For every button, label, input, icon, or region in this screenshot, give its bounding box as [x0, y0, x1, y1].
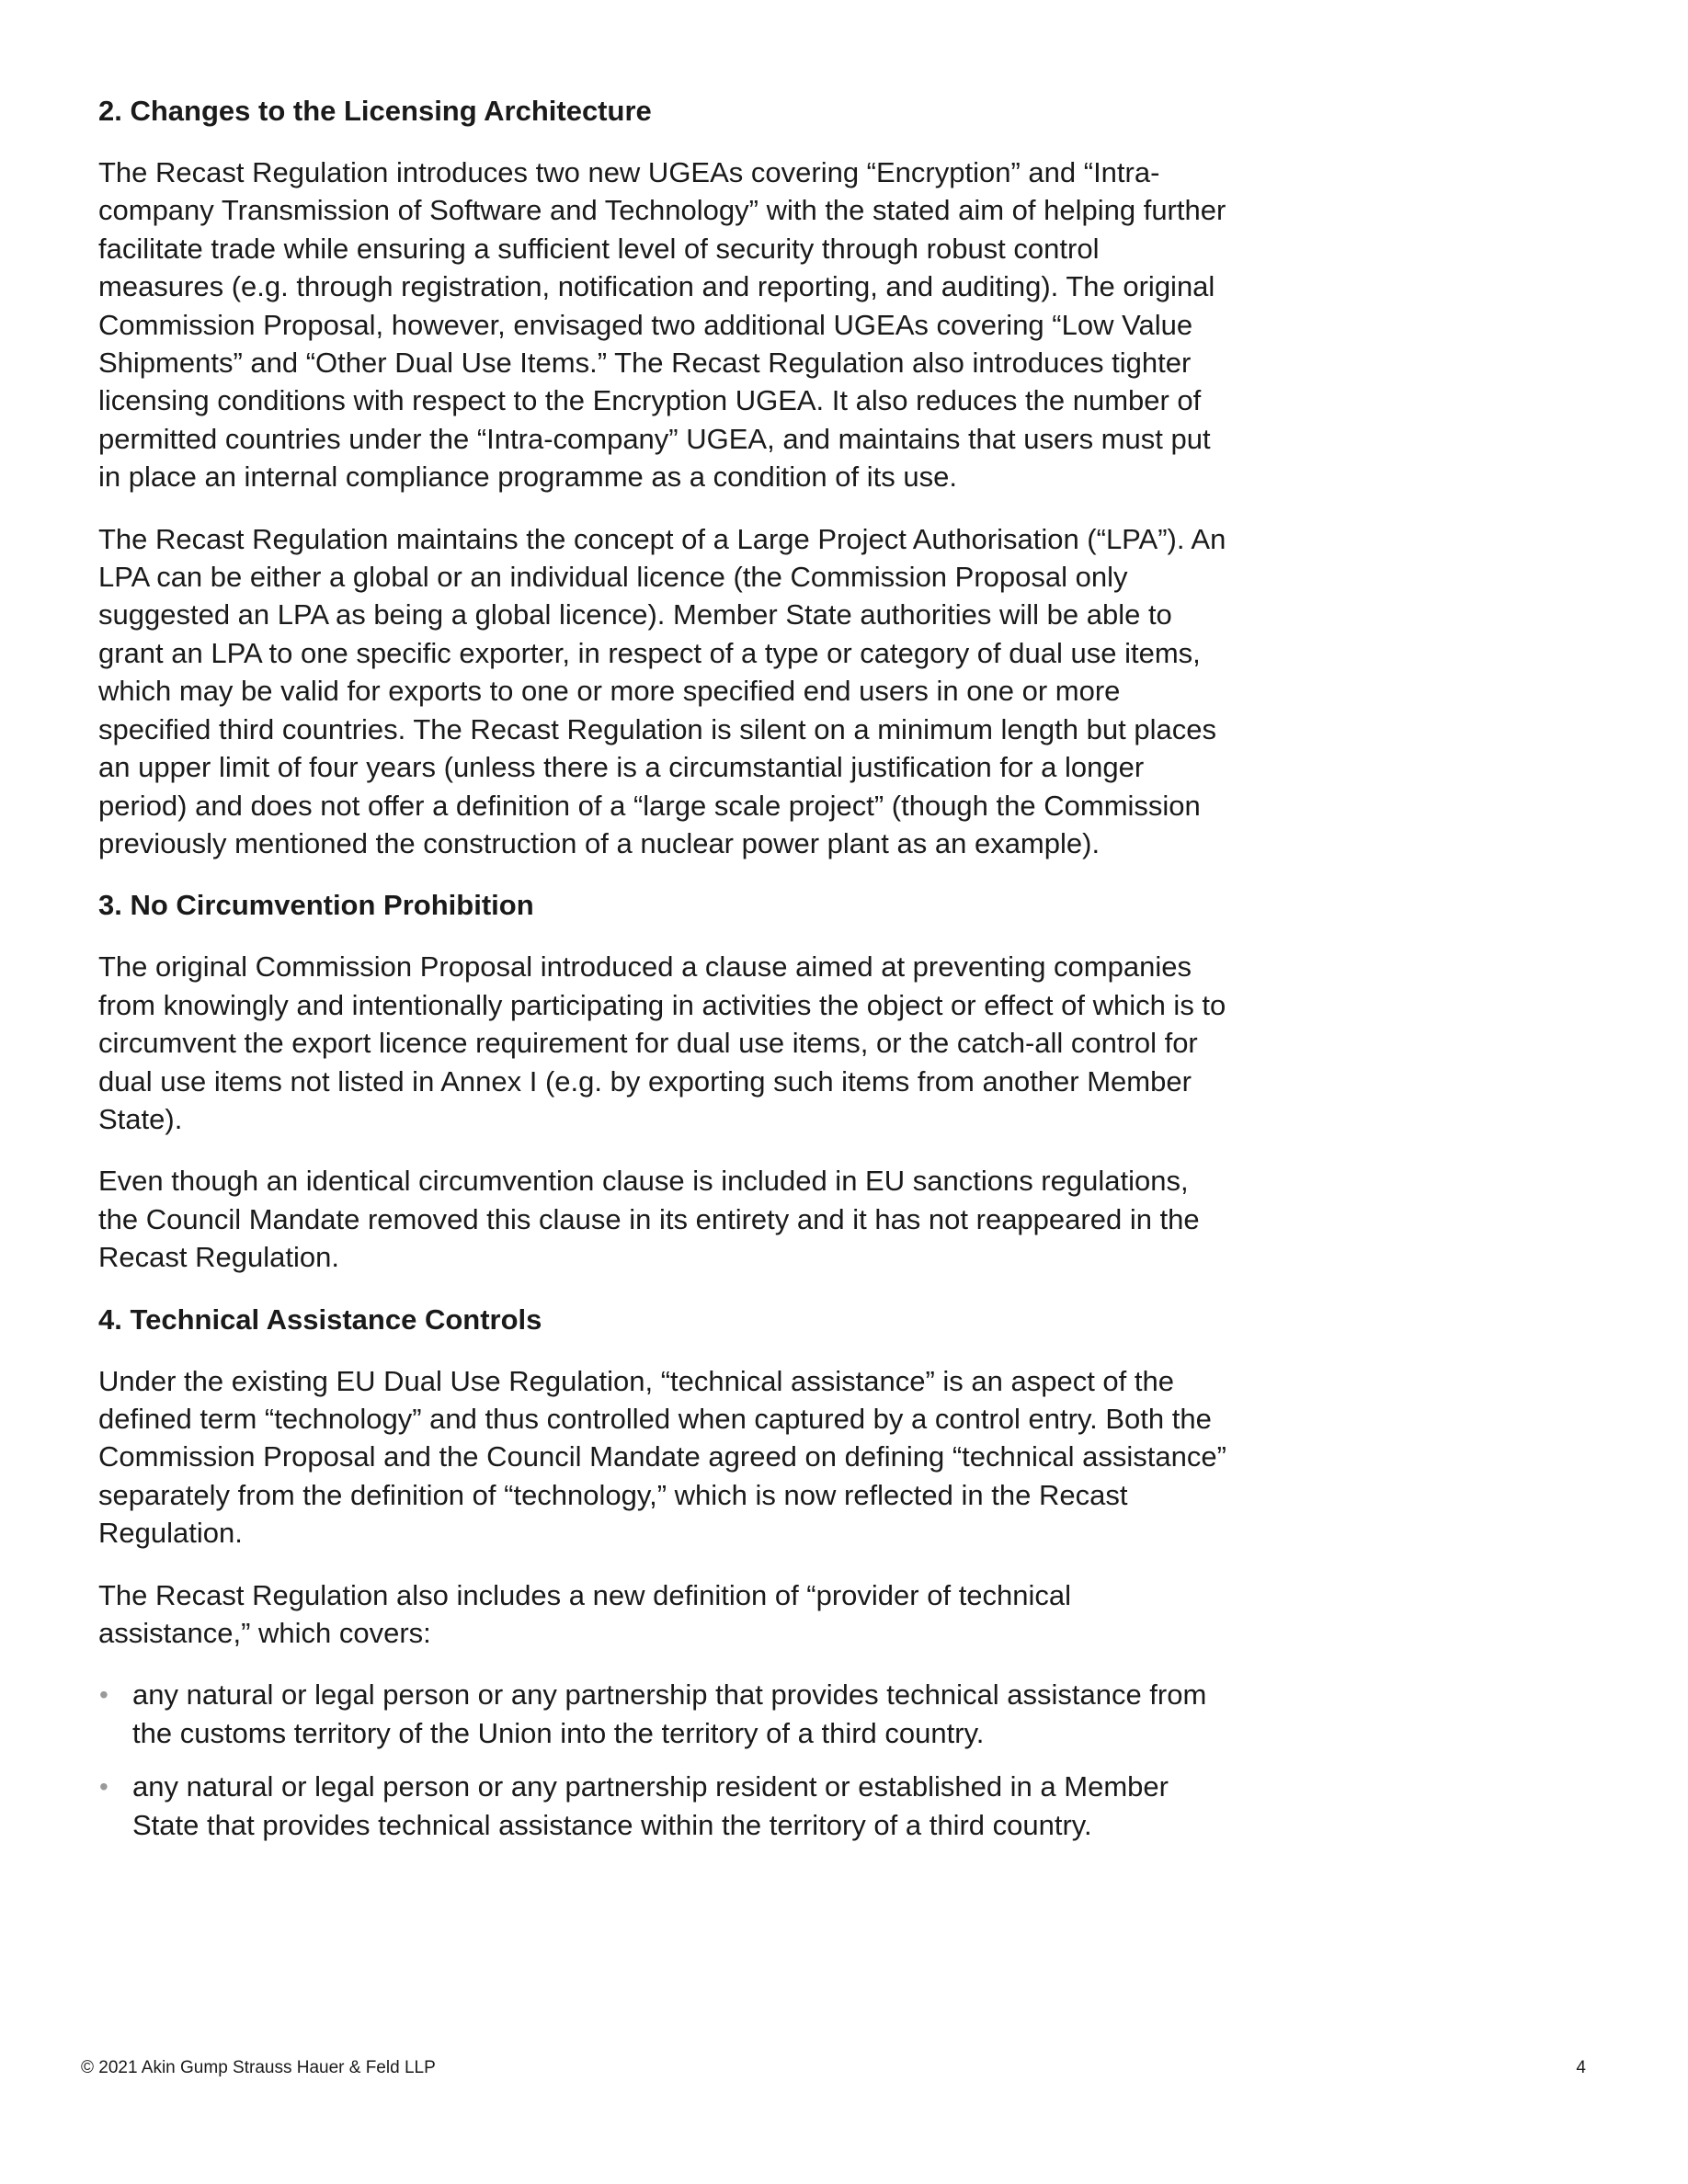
paragraph: The Recast Regulation maintains the concept of a Large Project Authorisation (“LPA”). An LPA can be either a global or an individual licence (the Commission Proposal only suggested an LPA as being a global licence). Member State authorities will be able to grant an LPA to one specific exporter, in respect of a type or category of dual use items, which may be valid for exports to one or more specified end users in one or more specified third countries. The Recast Regulation is silent on a minimum length but places an upper limit of four years (unless there is a circumstantial justification for a longer period) and does not offer a definition of a “large scale project” (though the Commission previously mentioned the construction of a nuclear power plant as an example).: [98, 522, 1226, 859]
paragraph: Even though an identical circumvention clause is included in EU sanctions regulations, the Council Mandate removed this clause in its entirety and it has not reappeared in the Recast Regulation.: [98, 1165, 1200, 1274]
section-technical-assistance: [98, 1301, 1229, 1844]
page-number: 4: [1576, 2058, 1586, 2077]
document-body: [98, 92, 1229, 1860]
section-heading: 2. Changes to the Licensing Architecture: [98, 95, 652, 127]
paragraph: Under the existing EU Dual Use Regulation, “technical assistance” is an aspect of the defined term “technology” and thus controlled when captured by a control entry. Both the Commission Proposal and the Council Mandate agreed on defining “technical assistance” separately from the definition of “technology,” which is now reflected in the Recast Regulation.: [98, 1364, 1226, 1550]
bullet-icon: •: [99, 1772, 108, 1802]
list-item: [98, 1768, 1229, 1844]
bullet-icon: •: [99, 1680, 108, 1710]
list-item: [98, 1676, 1229, 1752]
section-heading: 3. No Circumvention Prohibition: [98, 889, 534, 922]
list-item-text: any natural or legal person or any partnership resident or established in a Member State that provides technical assistance within the territory of a third country.: [132, 1770, 1169, 1841]
paragraph: The original Commission Proposal introduced a clause aimed at preventing companies from knowingly and intentionally participating in activities the object or effect of which is to circumvent the export licence requirement for dual use items, or the catch-all control for dual use items not listed in Annex I (e.g. by exporting such items from another Member State).: [98, 950, 1226, 1135]
section-licensing-architecture: [98, 92, 1229, 862]
footer-copyright: © 2021 Akin Gump Strauss Hauer & Feld LLP: [81, 2058, 436, 2077]
paragraph: The Recast Regulation also includes a new definition of “provider of technical assistance,” which covers:: [98, 1578, 1072, 1649]
section-heading: 4. Technical Assistance Controls: [98, 1302, 542, 1336]
list-item-text: any natural or legal person or any partnership that provides technical assistance from the customs territory of the Union into the territory of a third country.: [132, 1678, 1207, 1749]
paragraph: The Recast Regulation introduces two new UGEAs covering “Encryption” and “Intra-company Transmission of Software and Technology” with the stated aim of helping further facilitate trade while ensuring a sufficient level of security through robust control measures (e.g. through registration, notification and reporting, and auditing). The original Commission Proposal, however, envisaged two additional UGEAs covering “Low Value Shipments” and “Other Dual Use Items.” The Recast Regulation also introduces tighter licensing conditions with respect to the Encryption UGEA. It also reduces the number of permitted countries under the “Intra-company” UGEA, and maintains that users must put in place an internal compliance programme as a condition of its use.: [98, 156, 1226, 494]
section-no-circumvention: [98, 886, 1229, 1276]
bullet-list: [98, 1676, 1229, 1844]
